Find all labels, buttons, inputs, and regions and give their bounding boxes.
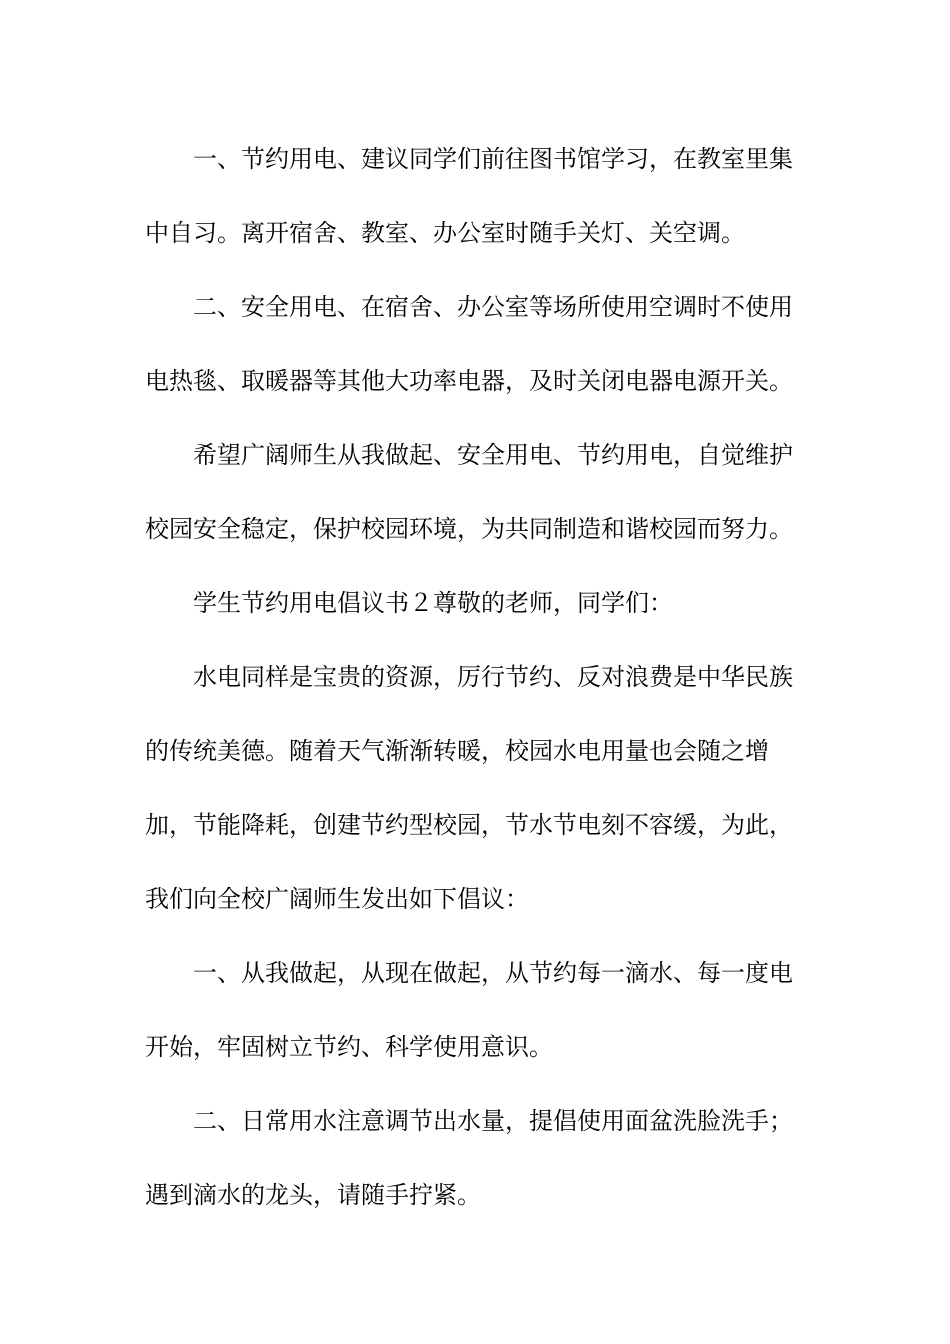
paragraph-6-line-1: 一、从我做起，从现在做起，从节约每一滴水、每一度电 — [193, 959, 793, 987]
paragraph-5-line-3: 节能降耗，创建节约型校园，节水节电刻不容缓，为此，我们 — [145, 811, 793, 913]
paragraph-7 — [145, 1084, 815, 1232]
paragraph-2-line-1: 二、安全用电、在宿舍、办公室等场所使用空调时不使用 — [193, 293, 793, 321]
paragraph-5-line-1: 水电同样是宝贵的资源，厉行节约、反对浪费是中华民族 — [193, 663, 793, 691]
paragraph-5-line-4: 向全校广阔师生发出如下倡议： — [193, 885, 529, 913]
paragraph-1 — [145, 122, 815, 270]
paragraph-2-line-2: 电热毯、取暖器等其他大功率电器，及时关闭电器电源开关。 — [145, 367, 793, 395]
paragraph-5-line-2: 的传统美德。随着天气渐渐转暖，校园水电用量也会随之增加， — [145, 737, 769, 839]
paragraph-7-line-1: 二、日常用水注意调节出水量，提倡使用面盆洗脸洗手； — [193, 1107, 793, 1135]
paragraph-6-line-2: 开始，牢固树立节约、科学使用意识。 — [145, 1033, 553, 1061]
document-body — [145, 122, 815, 1232]
paragraph-3-line-1: 希望广阔师生从我做起、安全用电、节约用电，自觉维护 — [193, 441, 793, 469]
paragraph-4-line-1: 学生节约用电倡议书２尊敬的老师，同学们： — [193, 589, 673, 617]
paragraph-4 — [145, 566, 815, 640]
paragraph-1-line-2: 中自习。离开宿舍、教室、办公室时随手关灯、关空调。 — [145, 219, 745, 247]
paragraph-5 — [145, 640, 815, 936]
paragraph-7-line-2: 遇到滴水的龙头，请随手拧紧。 — [145, 1181, 481, 1209]
paragraph-6 — [145, 936, 815, 1084]
paragraph-3-line-2: 校园安全稳定，保护校园环境，为共同制造和谐校园而努力。 — [145, 515, 793, 543]
paragraph-3 — [145, 418, 815, 566]
paragraph-1-line-1: 一、节约用电、建议同学们前往图书馆学习，在教室里集 — [193, 145, 793, 173]
paragraph-2 — [145, 270, 815, 418]
